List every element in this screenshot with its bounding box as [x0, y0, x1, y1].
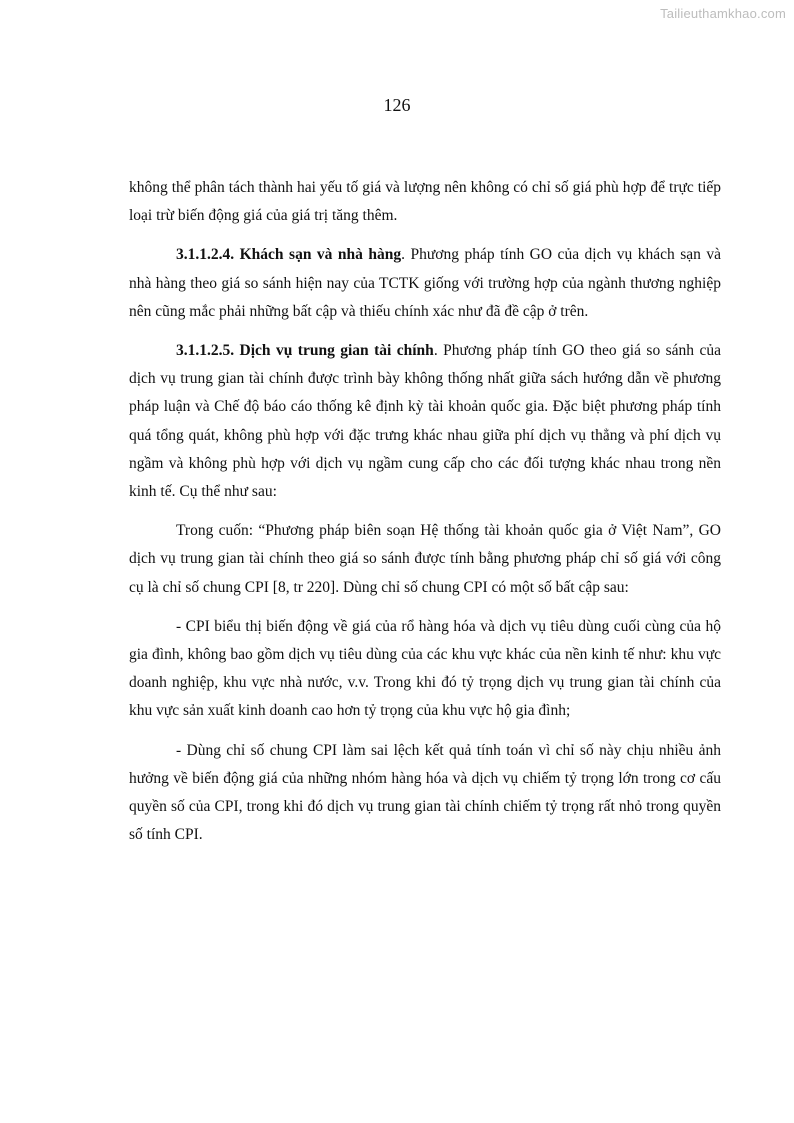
paragraph-text: . Phương pháp tính GO theo giá so sánh của dịch vụ trung gian tài chính được trình bày không thống nhất giữa sách hướng dẫn về phương pháp luận và Chế độ báo cáo thống kê định kỳ tài khoản quốc gia. Đặc biệt phương pháp tính quá tổng quát, không phù hợp với đặc trưng khác nhau giữa phí dịch vụ thẳng và phí dịch vụ ngầm và không phù hợp với dịch vụ ngầm cung cấp cho các đối tượng khác nhau trong nền kinh tế. Cụ thể như sau:: [129, 342, 721, 501]
document-body: [129, 174, 721, 860]
paragraph-text: . Phương pháp tính GO của dịch vụ khách sạn và nhà hàng theo giá so sánh hiện nay của TCTK giống với trường hợp của ngành thương nghiệp nên cũng mắc phải những bất cập và thiếu chính xác như đã đề cập ở trên.: [129, 246, 722, 320]
paragraph-bullet-cpi-bias: [129, 737, 721, 850]
paragraph-methodology-book: [129, 517, 721, 602]
paragraph-text: - CPI biểu thị biến động về giá của rổ hàng hóa và dịch vụ tiêu dùng cuối cùng của hộ gia đình, không bao gồm dịch vụ tiêu dùng của các khu vực khác của nền kinh tế như: khu vực doanh nghiệp, khu vực nhà nước, v.v. Trong khi đó tỷ trọng dịch vụ trung gian tài chính của khu vực sản xuất kinh doanh cao hơn tỷ trọng của khu vực hộ gia đình;: [129, 617, 721, 720]
paragraph-continuation: [129, 174, 721, 230]
paragraph-text: Trong cuốn: “Phương pháp biên soạn Hệ thống tài khoản quốc gia ở Việt Nam”, GO dịch vụ trung gian tài chính theo giá so sánh được tính bằng phương pháp chỉ số giá với công cụ là chỉ số chung CPI [8, tr 220]. Dùng chỉ số chung CPI có một số bất cập sau:: [129, 522, 721, 596]
paragraph-text: - Dùng chỉ số chung CPI làm sai lệch kết quả tính toán vì chỉ số này chịu nhiều ảnh hưởng về biến động giá của những nhóm hàng hóa và dịch vụ chiếm tỷ trọng lớn trong cơ cấu quyền số của CPI, trong khi đó dịch vụ trung gian tài chính chiếm tỷ trọng rất nhỏ trong quyền số tính CPI.: [129, 741, 721, 844]
page-number: 126: [383, 95, 411, 115]
paragraph-bullet-cpi-scope: [129, 613, 721, 726]
watermark: Tailieuthamkhao.com: [660, 6, 786, 21]
paragraph-hotels-restaurants: [129, 241, 721, 326]
paragraph-financial-intermediation: [129, 337, 721, 506]
section-heading: 3.1.1.2.5. Dịch vụ trung gian tài chính: [176, 342, 434, 360]
paragraph-text: không thể phân tách thành hai yếu tố giá và lượng nên không có chỉ số giá phù hợp để trực tiếp loại trừ biến động giá của giá trị tăng thêm.: [129, 179, 721, 225]
section-heading: 3.1.1.2.4. Khách sạn và nhà hàng: [176, 246, 402, 264]
